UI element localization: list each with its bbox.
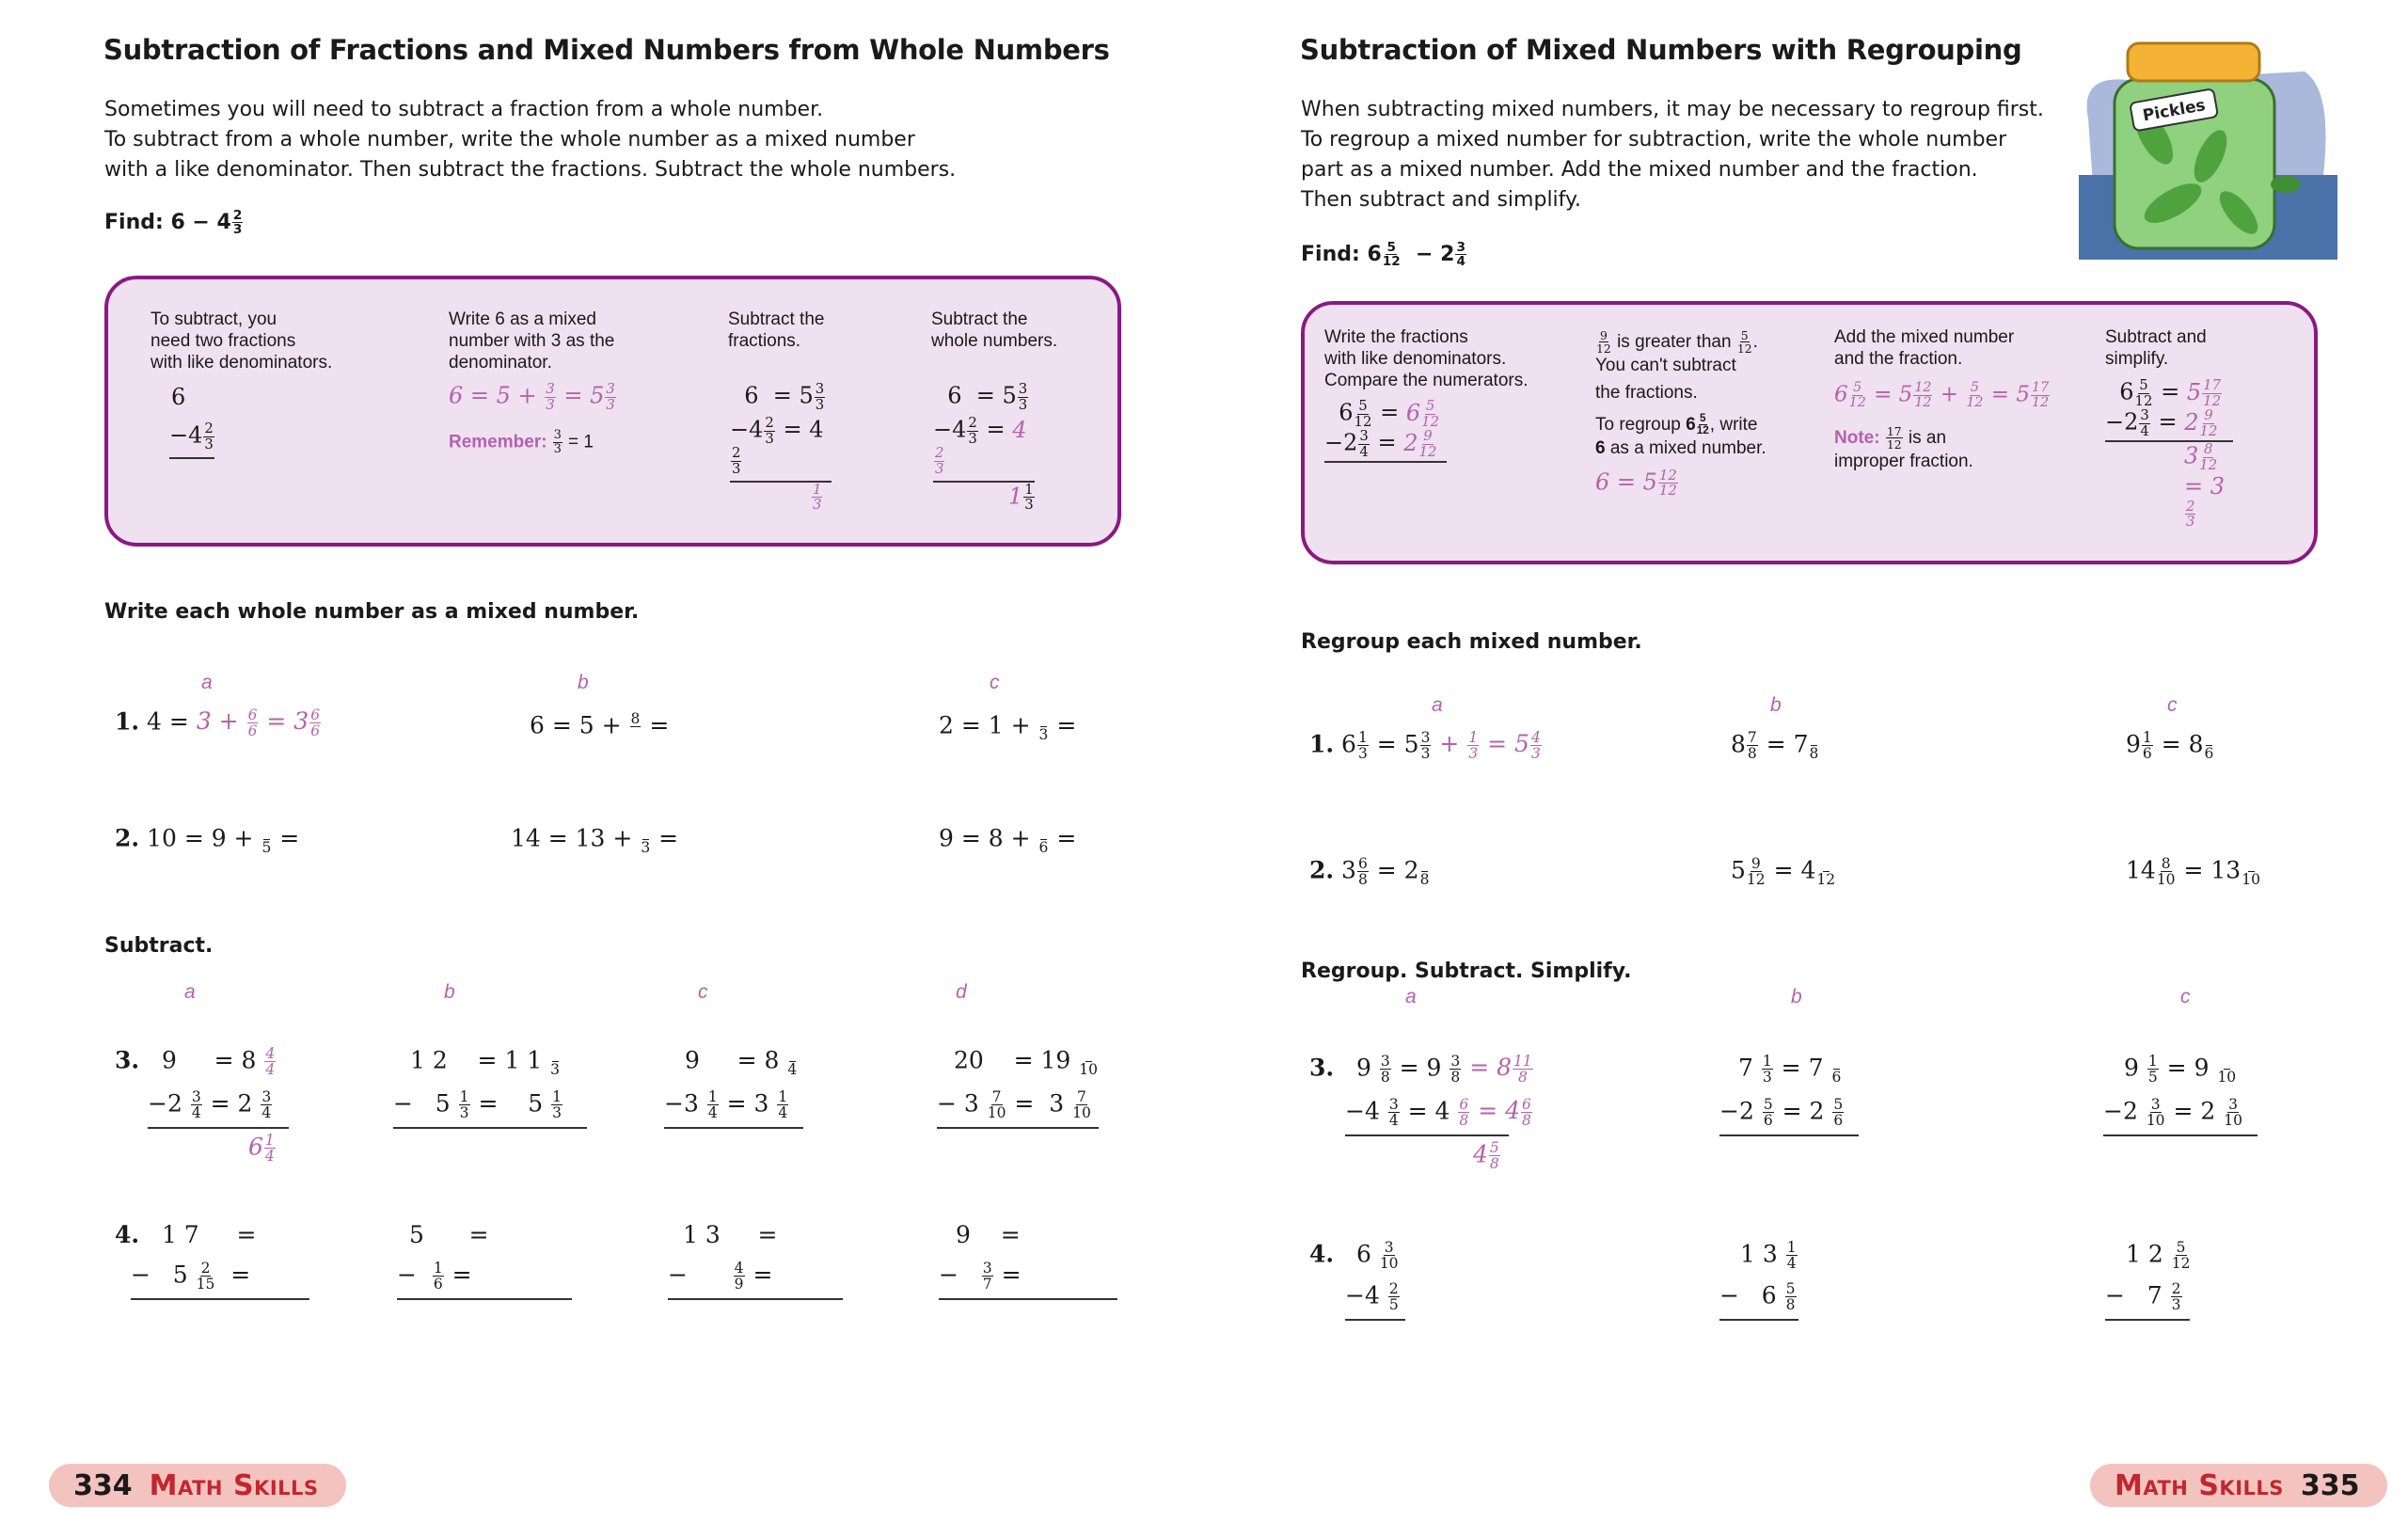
left-problem-3b: 1 2 = 1 1 3 bbox=[410, 1046, 561, 1079]
right-problem-3b-sub: −2 $\frac{5}{6}$ = 2 $\frac{5}{6}$ bbox=[1719, 1096, 1844, 1130]
right-problem-3c-sub: −2 $\frac{3}{10}$ = 2 $\frac{3}{10}$ bbox=[2103, 1096, 2242, 1130]
right-step2-text: $\frac{9}{12}$ is greater than $\frac{5}{12}$ . You can't subtract the fractions. To regroup 6 $\frac{5}{12}$ , write 6 as a mixed number. 6 = 5 $\frac{12}{12}$ bbox=[1595, 328, 1766, 500]
jar-label: Pickles bbox=[2141, 96, 2208, 126]
right-title: Subtraction of Mixed Numbers with Regrouping bbox=[1300, 34, 2022, 66]
right-col-b: b bbox=[1770, 694, 1782, 716]
left-footer-title: Math Skills bbox=[149, 1468, 319, 1502]
right-problem-1c: 9 $\frac{1}{6}$ = 8 6 bbox=[2126, 729, 2214, 763]
left-step1-math: 6 −4 $\frac{2}{3}$ bbox=[169, 384, 216, 459]
right-step1-math: 6 $\frac{5}{12}$ = 6 $\frac{5}{12}$ −2 $\frac{3}{4}$ = 2 $\frac{9}{12}$ bbox=[1324, 399, 1451, 463]
left-footer-tab bbox=[49, 1464, 346, 1507]
left-problem-3c: 9 = 8 4 bbox=[685, 1046, 798, 1079]
right-page bbox=[1204, 0, 2408, 1523]
left-col-a: a bbox=[201, 672, 213, 693]
right-problem-3a: 3. 9 $\frac{3}{8}$ = 9 $\frac{3}{8}$ = 8 $\frac{11}{8}$ bbox=[1309, 1053, 1532, 1087]
right-problem-1b: 8 $\frac{7}{8}$ = 7 8 bbox=[1731, 729, 1819, 763]
right-problem-3c: 9 $\frac{1}{5}$ = 9 10 bbox=[2124, 1053, 2237, 1087]
left-problem-1c: 2 = 1 + 3 = bbox=[939, 711, 1077, 744]
right-sub-col-c: c bbox=[2180, 986, 2191, 1007]
left-problem-4c-sub: − $\frac{4}{9}$ = bbox=[668, 1260, 773, 1293]
left-col-c: c bbox=[990, 672, 1000, 693]
right-problem-2a: 2. 3 $\frac{6}{8}$ = 2 8 bbox=[1309, 855, 1430, 889]
right-footer-tab bbox=[2090, 1464, 2387, 1507]
left-sub-col-d: d bbox=[956, 981, 967, 1003]
right-find: Find: 6 $\frac{5}{12}$ − 2 $\frac{3}{4}$ bbox=[1301, 240, 1465, 270]
right-step4-text: Subtract and simplify. bbox=[2105, 327, 2207, 369]
right-step4-math: 6 $\frac{5}{12}$ = 5 $\frac{17}{12}$ −2 $\frac{3}{4}$ = 2 $\frac{9}{12}$ 3 $\frac{8}{12}$ = 3 $\frac{2}{3}$ bbox=[2105, 378, 2237, 530]
right-problem-3b: 7 $\frac{1}{3}$ = 7 6 bbox=[1738, 1053, 1842, 1087]
left-problem-3d: 20 = 19 10 bbox=[954, 1046, 1098, 1079]
right-col-a: a bbox=[1432, 694, 1443, 716]
right-problem-4a: 4. 6 $\frac{3}{10}$ bbox=[1309, 1239, 1399, 1273]
right-problem-4a-sub: −4 $\frac{2}{5}$ bbox=[1345, 1280, 1399, 1314]
left-intro: Sometimes you will need to subtract a fraction from a whole number. To subtract from a whole number, write the whole number as a mixed number with a like denominator. Then subtract the fractions. Subtract the whole numbers. bbox=[104, 98, 957, 182]
right-step1-text: Write the fractions with like denominators. Compare the numerators. bbox=[1324, 327, 1529, 390]
left-step4-text: Subtract the whole numbers. bbox=[931, 309, 1058, 351]
left-page-number: 334 bbox=[73, 1468, 133, 1502]
left-problem-2b: 14 = 13 + 3 = bbox=[511, 824, 679, 857]
left-sub-col-a: a bbox=[184, 981, 196, 1003]
left-section2-heading: Subtract. bbox=[104, 934, 214, 958]
left-col-b: b bbox=[578, 672, 589, 693]
left-problem-4d: 9 = bbox=[956, 1221, 1021, 1248]
right-sub-col-a: a bbox=[1405, 986, 1417, 1007]
left-step4-math: 6 = 5 $\frac{3}{3}$ −4 $\frac{2}{3}$ = 4 $\frac{2}{3}$ 1 $\frac{1}{3}$ bbox=[933, 380, 1034, 514]
left-step3-math: 6 = 5 $\frac{3}{3}$ −4 $\frac{2}{3}$ = 4 $\frac{2}{3}$ $\frac{1}{3}$ bbox=[730, 382, 833, 513]
right-problem-4b-sub: − 6 $\frac{5}{8}$ bbox=[1719, 1280, 1796, 1314]
left-problem-2c: 9 = 8 + 6 = bbox=[939, 824, 1077, 857]
left-problem-4a-sub: − 5 $\frac{2}{15}$ = bbox=[131, 1260, 251, 1293]
right-section2-heading: Regroup. Subtract. Simplify. bbox=[1301, 960, 1632, 983]
left-problem-2a: 2. 10 = 9 + 5 = bbox=[115, 824, 300, 857]
left-step3-text: Subtract the fractions. bbox=[728, 309, 825, 351]
right-problem-1a: 1. 6 $\frac{1}{3}$ = 5 $\frac{3}{3}$ + $\frac{1}{3}$ = 5 $\frac{4}{3}$ bbox=[1309, 729, 1541, 763]
left-title: Subtraction of Fractions and Mixed Numbers from Whole Numbers bbox=[103, 34, 1110, 66]
left-problem-3d-sub: − 3 $\frac{7}{10}$ = 3 $\frac{7}{10}$ bbox=[937, 1088, 1091, 1122]
right-problem-2c: 14 $\frac{8}{10}$ = 13 10 bbox=[2126, 855, 2260, 889]
right-intro: When subtracting mixed numbers, it may be necessary to regroup first. To regroup a mixed number for subtraction, write the whole number part as a mixed number. Add the mixed number and the fraction. Then subtract and simplify. bbox=[1301, 98, 2044, 212]
left-problem-3a-answer: 6 $\frac{1}{4}$ bbox=[248, 1132, 275, 1166]
right-problem-4c-sub: − 7 $\frac{2}{3}$ bbox=[2105, 1280, 2181, 1314]
left-sub-col-c: c bbox=[698, 981, 708, 1003]
right-problem-4c: 1 2 $\frac{5}{12}$ bbox=[2126, 1239, 2191, 1273]
right-step3-text: Add the mixed number and the fraction. bbox=[1834, 327, 2015, 369]
right-note: Note: $\frac{17}{12}$ is an improper fraction. bbox=[1834, 424, 1973, 472]
left-step2-math: 6 = 5 + $\frac{3}{3}$ = 5 $\frac{3}{3}$ bbox=[449, 380, 615, 413]
left-problem-4d-sub: − $\frac{3}{7}$ = bbox=[939, 1260, 1022, 1293]
left-problem-4b-sub: − $\frac{1}{6}$ = bbox=[397, 1260, 472, 1293]
left-problem-3a-sub: −2 $\frac{3}{4}$ = 2 $\frac{3}{4}$ bbox=[148, 1088, 272, 1122]
left-problem-1b: 6 = 5 + 8 = bbox=[530, 710, 670, 739]
left-problem-4a: 4. 1 7 = bbox=[115, 1221, 257, 1248]
left-remember: Remember: $\frac{3}{3}$ = 1 bbox=[449, 428, 594, 456]
pickle-jar-illustration bbox=[2069, 34, 2342, 269]
right-footer-title: Math Skills bbox=[2115, 1468, 2284, 1502]
right-sub-col-b: b bbox=[1791, 986, 1802, 1007]
right-problem-4b: 1 3 $\frac{1}{4}$ bbox=[1740, 1239, 1797, 1273]
left-problem-1a: 1. 4 = 3 + $\frac{6}{6}$ = 3 $\frac{6}{6}$ bbox=[115, 706, 321, 740]
left-step1-text: To subtract, you need two fractions with like denominators. bbox=[150, 309, 333, 373]
right-page-number: 335 bbox=[2300, 1468, 2360, 1502]
left-sub-col-b: b bbox=[444, 981, 455, 1003]
left-step2-text: Write 6 as a mixed number with 3 as the denominator. bbox=[449, 309, 615, 373]
left-problem-4b: 5 = bbox=[409, 1221, 489, 1248]
right-col-c: c bbox=[2167, 694, 2178, 716]
left-find: Find: 6 − 4 $\frac{2}{3}$ bbox=[104, 208, 243, 238]
left-problem-3b-sub: − 5 $\frac{1}{3}$ = 5 $\frac{1}{3}$ bbox=[393, 1088, 562, 1122]
left-problem-3a: 3. 9 = 8 $\frac{4}{4}$ bbox=[115, 1045, 276, 1079]
right-problem-2b: 5 $\frac{9}{12}$ = 4 12 bbox=[1731, 855, 1836, 889]
right-step3-math: 6 $\frac{5}{12}$ = 5 $\frac{12}{12}$ + $\frac{5}{12}$ = 5 $\frac{17}{12}$ bbox=[1834, 380, 2050, 410]
left-problem-3c-sub: −3 $\frac{1}{4}$ = 3 $\frac{1}{4}$ bbox=[664, 1088, 788, 1122]
right-section1-heading: Regroup each mixed number. bbox=[1301, 630, 1642, 654]
left-section1-heading: Write each whole number as a mixed number. bbox=[104, 600, 640, 624]
right-problem-3a-answer: 4 $\frac{5}{8}$ bbox=[1473, 1139, 1499, 1173]
right-problem-3a-sub: −4 $\frac{3}{4}$ = 4 $\frac{6}{8}$ = 4 $\frac{6}{8}$ bbox=[1345, 1096, 1531, 1130]
left-problem-4c: 1 3 = bbox=[683, 1221, 778, 1248]
